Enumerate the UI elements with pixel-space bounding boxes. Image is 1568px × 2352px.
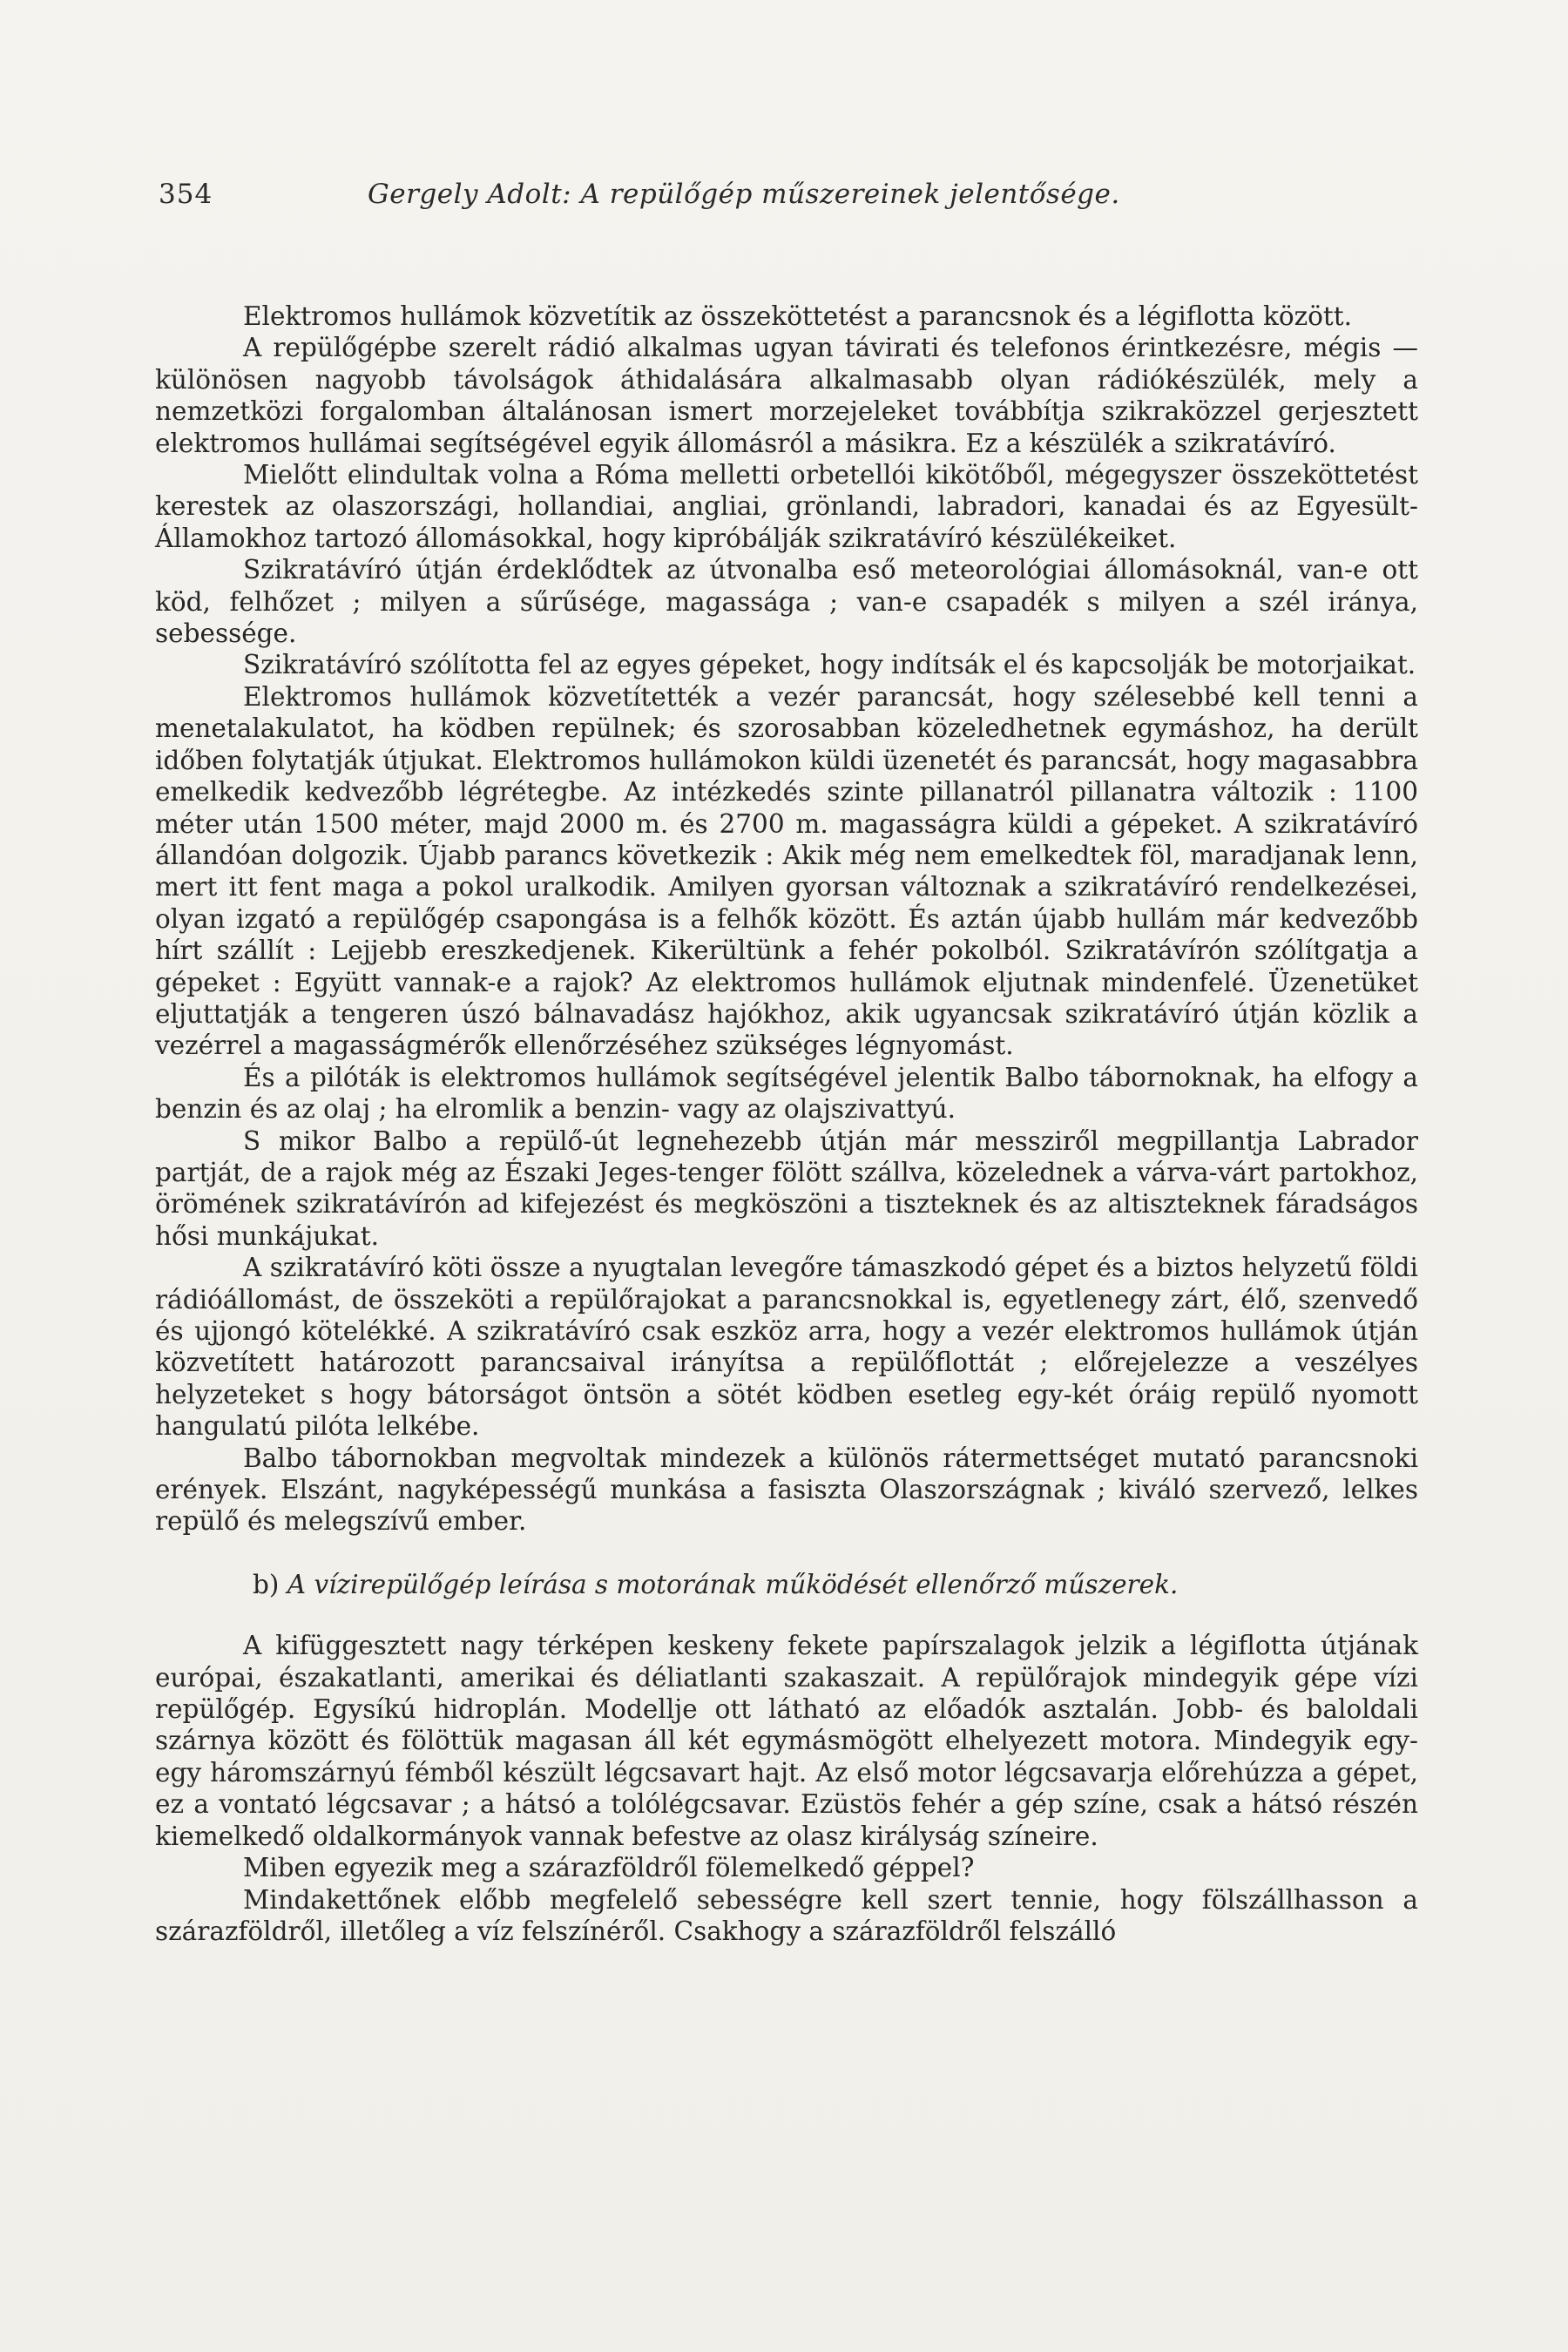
paragraph: Miben egyezik meg a szárazföldről fölemelkedő géppel? xyxy=(243,1853,975,1883)
paragraph: És a pilóták is elektromos hullámok segítségével jelentik Balbo tábornoknak, ha elfogy a benzin és az olaj ; ha elromlik a benzin- vagy az olajszivattyú. xyxy=(155,1062,1418,1125)
paragraph: A kifüggesztett nagy térképen keskeny fekete papírszalagok jelzik a légiflotta útjának európai, északatlanti, amerikai és déliatlanti szakaszait. A repülőrajok mindegyik gépe vízi repülőgép. Egysíkú hidroplán. Modellje ott látható az előadók asztalán. Jobb- és baloldali szárnya között és fölöttük magasan áll két egymásmögött elhelyezett motora. Mindegyik egy-egy háromszárnyú fémből készült légcsavart hajt. Az első motor légcsavarja előrehúzza a gépet, ez a vontató légcsavar ; a hátsó a tolólégcsavar. Ezüstös fehér a gép színe, csak a hátsó részén kiemelkedő oldalkormányok vannak befestve az olasz királyság színeire. xyxy=(155,1631,1418,1851)
page-header xyxy=(159,179,1413,222)
section-heading-title: A vízirepülőgép leírása s motorának működését ellenőrző műszerek. xyxy=(287,1569,1179,1599)
page-number: 354 xyxy=(159,179,213,210)
section-heading-label: b) xyxy=(253,1569,280,1599)
paragraph: Mindakettőnek előbb megfelelő sebességre kell szert tennie, hogy fölszállhasson a szárazföldről, illetőleg a víz felszínéről. Csakhogy a szárazföldről felszálló xyxy=(155,1884,1418,1946)
paragraph: Szikratávíró szólította fel az egyes gépeket, hogy indítsák el és kapcsolják be motorjaikat. xyxy=(243,650,1416,680)
paragraph: Mielőtt elindultak volna a Róma melletti orbetellói kikötőből, mégegyszer összeköttetést kerestek az olaszországi, hollandiai, angliai, grönlandi, labradori, kanadai és az Egyesült-Államokhoz tartozó állomásokkal, hogy kipróbálják szikratávíró készülékeiket. xyxy=(155,460,1418,553)
section-heading xyxy=(155,1569,1418,1600)
body-text xyxy=(155,301,1418,1947)
running-title: Gergely Adolt: A repülőgép műszereinek jelentősége. xyxy=(368,179,1120,210)
paragraph: A repülőgépbe szerelt rádió alkalmas ugyan távirati és telefonos érintkezésre, mégis — különösen nagyobb távolságok áthidalására alkalmasabb olyan rádiókészülék, mely a nemzetközi forgalomban általánosan ismert morzejeleket továbbítja szikraközzel gerjesztett elektromos hullámai segítségével egyik állomásról a másikra. Ez a készülék a szikratávíró. xyxy=(155,333,1418,458)
paragraph: A szikratávíró köti össze a nyugtalan levegőre támaszkodó gépet és a biztos helyzetű földi rádióállomást, de összeköti a repülőrajokat a parancsnokkal is, egyetlenegy zárt, élő, szenvedő és ujjongó kötelékké. A szikratávíró csak eszköz arra, hogy a vezér elektromos hullámok útján közvetített határozott parancsaival irányítsa a repülőflottát ; előrejelezze a veszélyes helyzeteket s hogy bátorságot öntsön a sötét ködben esetleg egy-két óráig repülő nyomott hangulatú pilóta lelkébe. xyxy=(155,1253,1418,1442)
paragraph: Szikratávíró útján érdeklődtek az útvonalba eső meteorológiai állomásoknál, van-e ott köd, felhőzet ; milyen a sűrűsége, magassága ; van-e csapadék s milyen a szél iránya, sebessége. xyxy=(155,555,1418,649)
paragraph: Elektromos hullámok közvetítették a vezér parancsát, hogy szélesebbé kell tenni a menetalakulatot, ha ködben repülnek; és szorosabban közeledhetnek egymáshoz, ha derült időben folytatják útjukat. Elektromos hullámokon küldi üzenetét és parancsát, hogy magasabbra emelkedik kedvezőbb légrétegbe. Az intézkedés szinte pillanatról pillanatra változik : 1100 méter után 1500 méter, majd 2000 m. és 2700 m. magasságra küldi a gépeket. A szikratávíró állandóan dolgozik. Újabb parancs következik : Akik még nem emelkedtek föl, maradjanak lenn, mert itt fent maga a pokol uralkodik. Amilyen gyorsan változnak a szikratávíró rendelkezései, olyan izgató a repülőgép csapongása is a felhők között. És aztán újabb hullám már kedvezőbb hírt szállít : Lejjebb ereszkedjenek. Kikerültünk a fehér pokolból. Szikratávírón szólítgatja a gépeket : Együtt vannak-e a rajok? Az elektromos hullámok eljutnak mindenfelé. Üzenetüket eljuttatják a tengeren úszó bálnavadász hajókhoz, akik ugyancsak szikratávíró útján közlik a vezérrel a magasságmérők ellenőrzéséhez szükséges légnyomást. xyxy=(155,681,1418,1061)
paragraph: Elektromos hullámok közvetítik az összeköttetést a parancsnok és a légiflotta között. xyxy=(243,301,1352,331)
paragraph: S mikor Balbo a repülő-út legnehezebb útján már messziről megpillantja Labrador partját, de a rajok még az Északi Jeges-tenger fölött szállva, közelednek a várva-várt partokhoz, örömének szikratávírón ad kifejezést és megköszöni a tiszteknek és az altiszteknek fáradságos hősi munkájukat. xyxy=(155,1125,1418,1251)
paragraph: Balbo tábornokban megvoltak mindezek a különös rátermettséget mutató parancsnoki erények. Elszánt, nagyképességű munkása a fasiszta Olaszországnak ; kiváló szervező, lelkes repülő és melegszívű ember. xyxy=(155,1443,1418,1537)
